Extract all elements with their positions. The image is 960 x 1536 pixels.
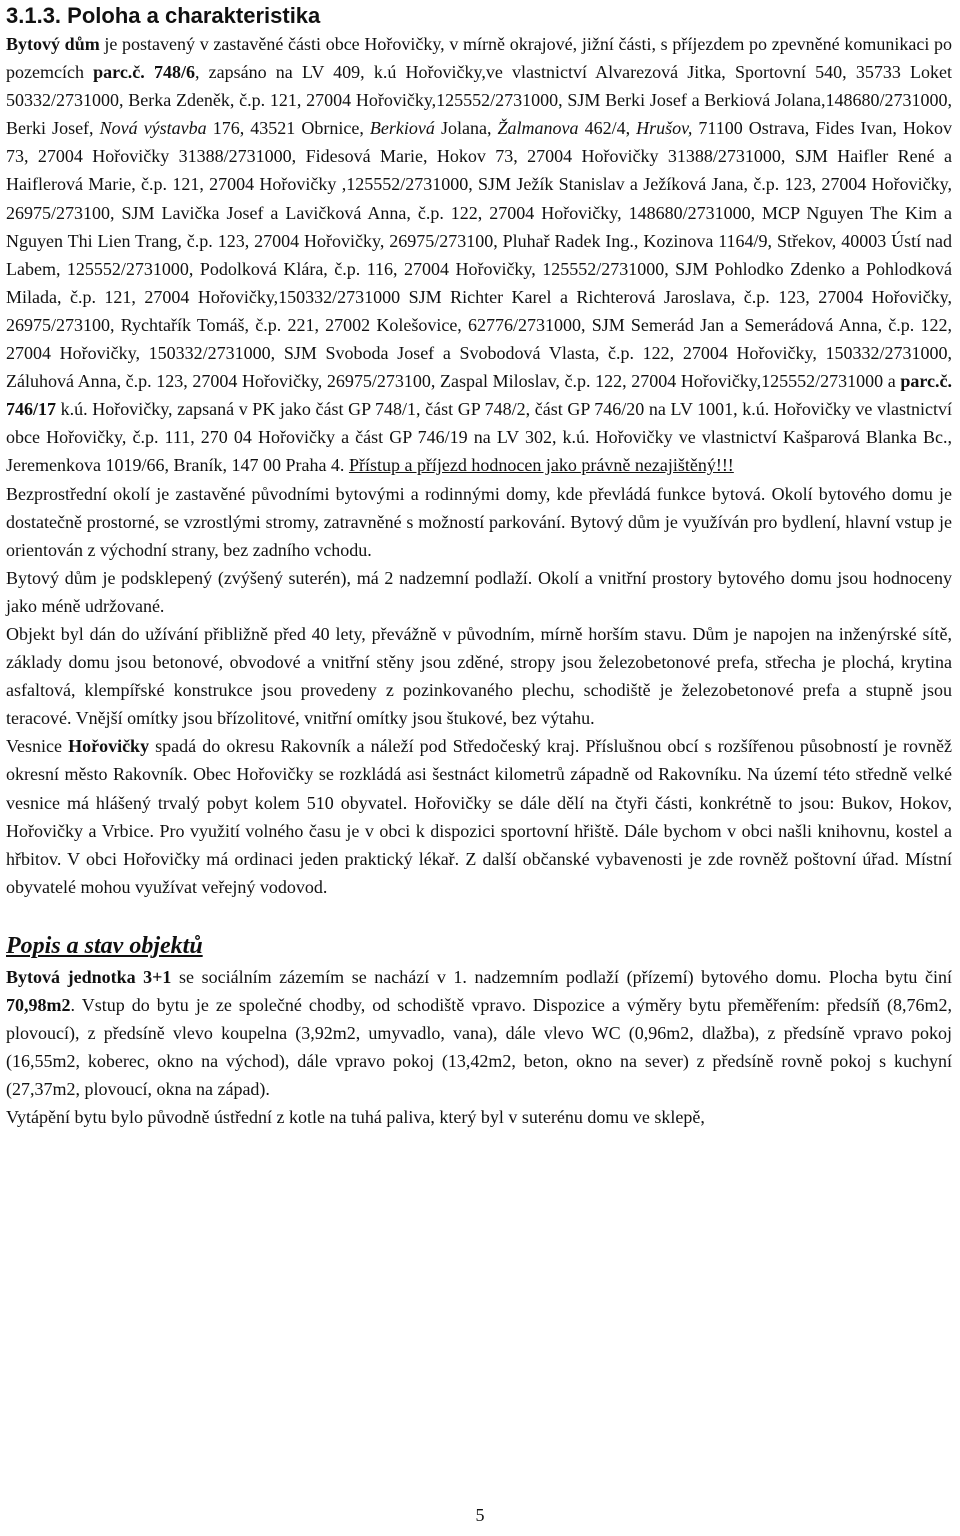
heating-paragraph: Vytápění bytu bylo původně ústřední z kotle na tuhá paliva, který byl v suterénu domu ve sklepě, [6,1107,705,1128]
parcel-ref-1: parc.č. 748/6 [93,62,195,83]
document-page [6,0,952,1131]
unit-type: Bytová jednotka 3+1 [6,966,172,987]
building-term: Bytový dům [6,34,100,54]
surroundings-paragraph: Bezprostřední okolí je zastavěné původními bytovými a rodinnými domy, kde převládá funkce bytová. Okolí bytového domu je dostatečně prostorné, se vzrostlými stromy, zatravněné s možností parkování. Bytový dům je využíván pro bydlení, hlavní vstup je orientován z východní strany, bez zadního vchodu. [6,483,952,560]
subsection-heading: Popis a stav objektů [6,932,203,959]
village-paragraph: Vesnice Hořovičky spadá do okresu Rakovník a náleží pod Středočeský kraj. Příslušnou obcí s rozšířenou působností je rovněž okresní město Rakovník. Obec Hořovičky se rozkládá asi šestnáct kilometrů západně od Rakovníku. Na území této středně velké vesnice má hlášený trvalý pobyt kolem 510 obyvatel. Hořovičky se dále dělí na čtyři části, konkrétně to jsou: Bukov, Hokov, Hořovičky a Vrbice. Pro využití volného času je v obci k dispozici sportovní hřiště. Dále bychom v obci našli knihovnu, kostel a hřbitov. V obci Hořovičky má ordinaci jeden praktický lékař. Z další občanské vybavenosti je zde rovněž poštovní úřad. Místní obyvatelé mohou využívat veřejný vodovod. [6,736,952,897]
unit-area: 70,98m2 [6,995,71,1015]
page-number: 5 [475,1505,485,1525]
floors-paragraph: Bytový dům je podsklepený (zvýšený suterén), má 2 nadzemní podlaží. Okolí a vnitřní prostory bytového domu jsou hodnoceny jako méně udržované. [6,567,952,616]
village-name: Hořovičky [68,736,150,757]
construction-paragraph: Objekt byl dán do užívání přibližně před 40 lety, převážně v původním, mírně horším stavu. Dům je napojen na inženýrské sítě, základy domu jsou betonové, obvodové a vnitřní stěny jsou zděné, stropy jsou železobetonové prefa, střecha je plochá, krytina asfaltová, klempířské konstrukce jsou provedeny z pozinkovaného plechu, schodiště je železobetonové prefa a stupně jsou teracové. Vnější omítky jsou břízolitové, vnitřní omítky jsou štukové, bez výtahu. [6,623,952,729]
access-warning: Přístup a příjezd hodnocen jako právně nezajištěný!!! [348,455,734,476]
unit-paragraph: Bytová jednotka 3+1 se sociálním zázemím se nachází v 1. nadzemním podlaží (přízemí) bytového domu. Plocha bytu činí 70,98m2. Vstup do bytu je ze společné chodby, od schodiště vpravo. Dispozice a výměry bytu přeměřením: předsíň (8,76m2, plovoucí), z předsíně vlevo koupelna (3,92m2, umyvadlo, vana), dále vlevo WC (0,96m2, dlažba), z předsíně vpravo pokoj (16,55m2, koberec, okno na východ), dále vpravo pokoj (13,42m2, beton, okno na sever) z předsíně rovně pokoj s kuchyní (27,37m2, plovoucí, okna na západ). [6,966,952,1100]
parcel-ref-2: parc.č. 746/17 [6,371,952,420]
section-heading: 3.1.3. Poloha a charakteristika [6,3,321,28]
location-paragraph: Bytový dům je postavený v zastavěné části obce Hořovičky, v mírně okrajové, jižní části, s příjezdem po zpevněné komunikaci po pozemcích parc.č. 748/6, zapsáno na LV 409, k.ú Hořovičky,ve vlastnictví Alvarezová Jitka, Sportovní 540, 35733 Loket 50332/2731000, Berka Zdeněk, č.p. 121, 27004 Hořovičky,125552/2731000, SJM Berki Josef a Berkiová Jolana,148680/2731000, Berki Josef, Nová výstavba 176, 43521 Obrnice, Berkiová Jolana, Žalmanova 462/4, Hrušov, 71100 Ostrava, Fides Ivan, Hokov 73, 27004 Hořovičky 31388/2731000, Fidesová Marie, Hokov 73, 27004 Hořovičky 31388/2731000, SJM Haifler René a Haiflerová Marie, č.p. 121, 27004 Hořovičky ,125552/2731000, SJM Ježík Stanislav a Ježíková Jana, č.p. 123, 27004 Hořovičky, 26975/273100, SJM Lavička Josef a Lavičková Anna, č.p. 122, 27004 Hořovičky, 148680/2731000, MCP Nguyen The Kim a Nguyen Thi Lien Trang, č.p. 123, 27004 Hořovičky, 26975/273100, Pluhař Radek Ing., Kozinova 1164/9, Střekov, 40003 Ústí nad Labem, 125552/2731000, Podolková Klára, č.p. 116, 27004 Hořovičky, 125552/2731000, SJM Pohlodko Zdenko a Pohlodková Milada, č.p. 121, 27004 Hořovičky,150332/2731000 SJM Richter Karel a Richterová Jaroslava, č.p. 123, 27004 Hořovičky, 26975/273100, Rychtařík Tomáš, č.p. 221, 27002 Kolešovice, 62776/2731000, SJM Semerád Jan a Semerádová Anna, č.p. 122, 27004 Hořovičky, 150332/2731000, SJM Svoboda Josef a Svobodová Vlasta, č.p. 122, 27004 Hořovičky, 150332/2731000, Záluhová Anna, č.p. 123, 27004 Hořovičky, 26975/273100, Zaspal Miloslav, č.p. 122, 27004 Hořovičky,125552/2731000 a parc.č. 746/17 k.ú. Hořovičky, zapsaná v PK jako část GP 748/1, část GP 748/2, část GP 746/20 na LV 1001, k.ú. Hořovičky ve vlastnictví obce Hořovičky, č.p. 111, 270 04 Hořovičky a část GP 746/19 na LV 302, k.ú. Hořovičky ve vlastnictví Kašparová Blanka Bc., Jeremenkova 1019/66, Braník, 147 00 Praha 4. Přístup a příjezd hodnocen jako právně nezajištěný!!! [6,34,953,476]
